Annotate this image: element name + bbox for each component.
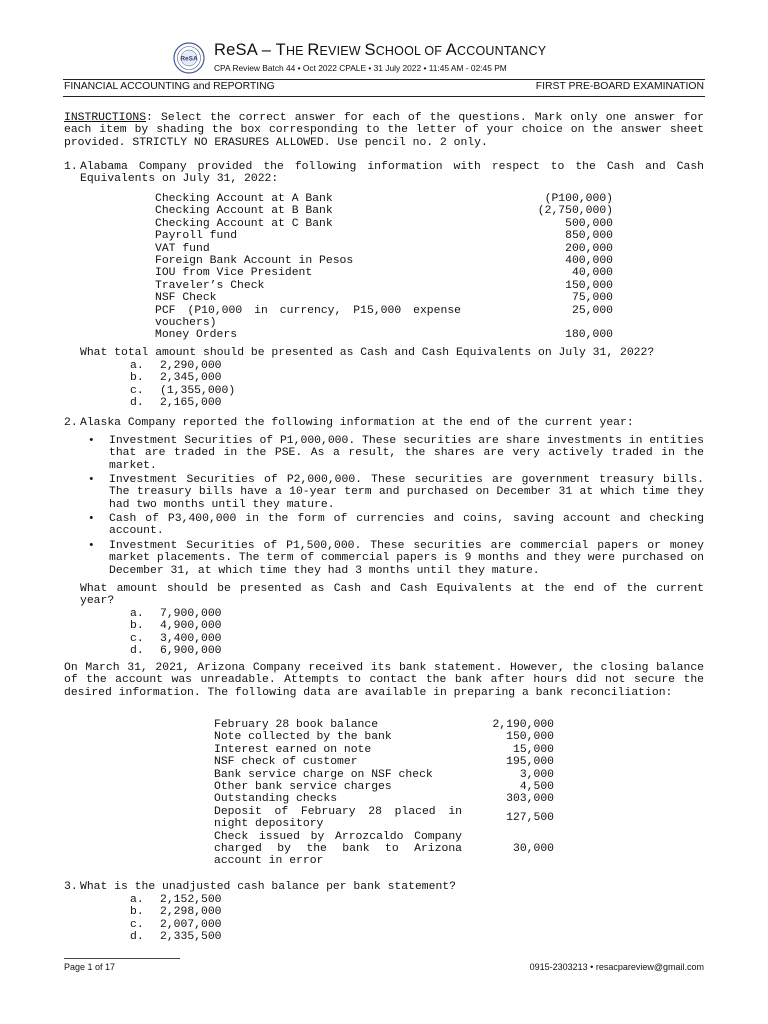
choice-d: d. 6,900,000 bbox=[130, 645, 222, 658]
choice-d: d. 2,335,500 bbox=[130, 931, 222, 944]
q3-choices bbox=[130, 894, 222, 944]
q2-stem: Alaska Company reported the following information at the end of the current year: bbox=[80, 417, 634, 429]
choice-c: c. (1,355,000) bbox=[130, 384, 236, 397]
q1-cash-table bbox=[155, 193, 613, 342]
svg-text:ReSA: ReSA bbox=[180, 55, 198, 63]
table-row: IOU from Vice President 40,000 bbox=[155, 267, 613, 280]
table-row: Checking Account at B Bank (2,750,000) bbox=[155, 205, 613, 218]
q2-bullet-1: Investment Securities of P1,000,000. These securities are share investments in entities that are traded in the PSE. As a result, the shares are very actively traded in the market. bbox=[109, 435, 704, 472]
school-name: ReSA – THE REVIEW SCHOOL OF ACCOUNTANCY bbox=[214, 41, 547, 59]
subject-title: FINANCIAL ACCOUNTING and REPORTING bbox=[64, 81, 275, 92]
q1-choices bbox=[130, 360, 235, 410]
choice-c: c. 3,400,000 bbox=[130, 632, 222, 645]
table-row: Payroll fund 850,000 bbox=[155, 230, 613, 243]
bullet-icon: • bbox=[88, 540, 95, 552]
choice-d: d. 2,165,000 bbox=[130, 397, 222, 410]
choice-a: a. 2,290,000 bbox=[130, 360, 222, 372]
choice-c: c. 2,007,000 bbox=[130, 918, 222, 931]
table-row: Note collected by the bank 150,000 bbox=[214, 731, 554, 744]
choice-b: b. 2,345,000 bbox=[130, 372, 222, 385]
q2-bullet-3: Cash of P3,400,000 in the form of currencies and coins, saving account and checking account. bbox=[109, 513, 704, 538]
bullet-icon: • bbox=[88, 513, 95, 525]
choice-a: a. 2,152,500 bbox=[130, 894, 222, 906]
table-row: Foreign Bank Account in Pesos 400,000 bbox=[155, 255, 613, 268]
bullet-icon: • bbox=[88, 435, 95, 447]
table-row: Checking Account at A Bank (P100,000) bbox=[155, 193, 613, 205]
q2-number: 2. bbox=[64, 417, 78, 429]
choice-b: b. 4,900,000 bbox=[130, 620, 222, 633]
q1-question: What total amount should be presented as Cash and Cash Equivalents on July 31, 2022? bbox=[80, 347, 655, 359]
q2-choices bbox=[130, 608, 222, 658]
instructions bbox=[64, 112, 704, 149]
resa-logo-seal bbox=[173, 42, 205, 74]
footer-contact: 0915-2303213 • resacpareview@gmail.com bbox=[529, 962, 704, 972]
instructions-text: : Select the correct answer for each of the questions. Mark only one answer for each item by shading the box corresponding to the letter of your choice on the answer sheet provided. STRICTLY NO ERASURES ALLOWED. Use pencil no. 2 only. bbox=[64, 112, 704, 149]
table-row: PCF (P10,000 in currency, P15,000 expense vouchers) 25,000 bbox=[155, 304, 613, 330]
choice-a: a. 7,900,000 bbox=[130, 608, 222, 620]
table-row: Traveler’s Check 150,000 bbox=[155, 279, 613, 292]
q2-bullet-2: Investment Securities of P2,000,000. These securities are government treasury bills. The treasury bills have a 10-year term and purchased on December 31 at which time they had two months until they mature. bbox=[109, 474, 704, 511]
table-row: Check issued by Arrozcaldo Company charged by the bank to Arizona account in error 30,000 bbox=[214, 830, 554, 868]
bank-recon-table bbox=[214, 719, 554, 868]
table-row: February 28 book balance 2,190,000 bbox=[214, 719, 554, 731]
table-row: Interest earned on note 15,000 bbox=[214, 743, 554, 756]
q2-bullet-4: Investment Securities of P1,500,000. These securities are commercial papers or money market placements. The term of commercial papers is 9 months and they were purchased on December 31, at which time they had 3 months until they mature. bbox=[109, 540, 704, 577]
footer-rule bbox=[64, 958, 180, 959]
q1-stem: Alabama Company provided the following information with respect to the Cash and Cash Equivalents on July 31, 2022: bbox=[80, 161, 704, 186]
batch-info: CPA Review Batch 44 • Oct 2022 CPALE • 31 July 2022 • 11:45 AM - 02:45 PM bbox=[214, 63, 507, 73]
bullet-icon: • bbox=[88, 474, 95, 486]
brand-name: ReSA bbox=[214, 41, 257, 59]
q3-question: What is the unadjusted cash balance per bank statement? bbox=[80, 881, 456, 893]
q2-question: What amount should be presented as Cash and Cash Equivalents at the end of the current year? bbox=[80, 583, 704, 608]
choice-b: b. 2,298,000 bbox=[130, 906, 222, 919]
table-row: NSF check of customer 195,000 bbox=[214, 756, 554, 769]
table-row: Other bank service charges 4,500 bbox=[214, 781, 554, 794]
table-row: Money Orders 180,000 bbox=[155, 329, 613, 342]
table-row: VAT fund 200,000 bbox=[155, 242, 613, 255]
table-row: NSF Check 75,000 bbox=[155, 292, 613, 305]
page-number: Page 1 of 17 bbox=[64, 962, 116, 972]
q1-number: 1. bbox=[64, 161, 78, 173]
case-intro: On March 31, 2021, Arizona Company received its bank statement. However, the closing balance of the account was unreadable. Attempts to contact the bank after hours did not secure the desired information. The following data are available in preparing a bank reconciliation: bbox=[64, 662, 704, 699]
table-row: Bank service charge on NSF check 3,000 bbox=[214, 768, 554, 781]
table-row: Outstanding checks 303,000 bbox=[214, 793, 554, 806]
exam-title: FIRST PRE-BOARD EXAMINATION bbox=[535, 81, 704, 92]
instructions-label: INSTRUCTIONS bbox=[64, 112, 147, 124]
table-row: Deposit of February 28 placed in night depository 127,500 bbox=[214, 805, 554, 831]
q3-number: 3. bbox=[64, 881, 78, 893]
table-row: Checking Account at C Bank 500,000 bbox=[155, 217, 613, 230]
